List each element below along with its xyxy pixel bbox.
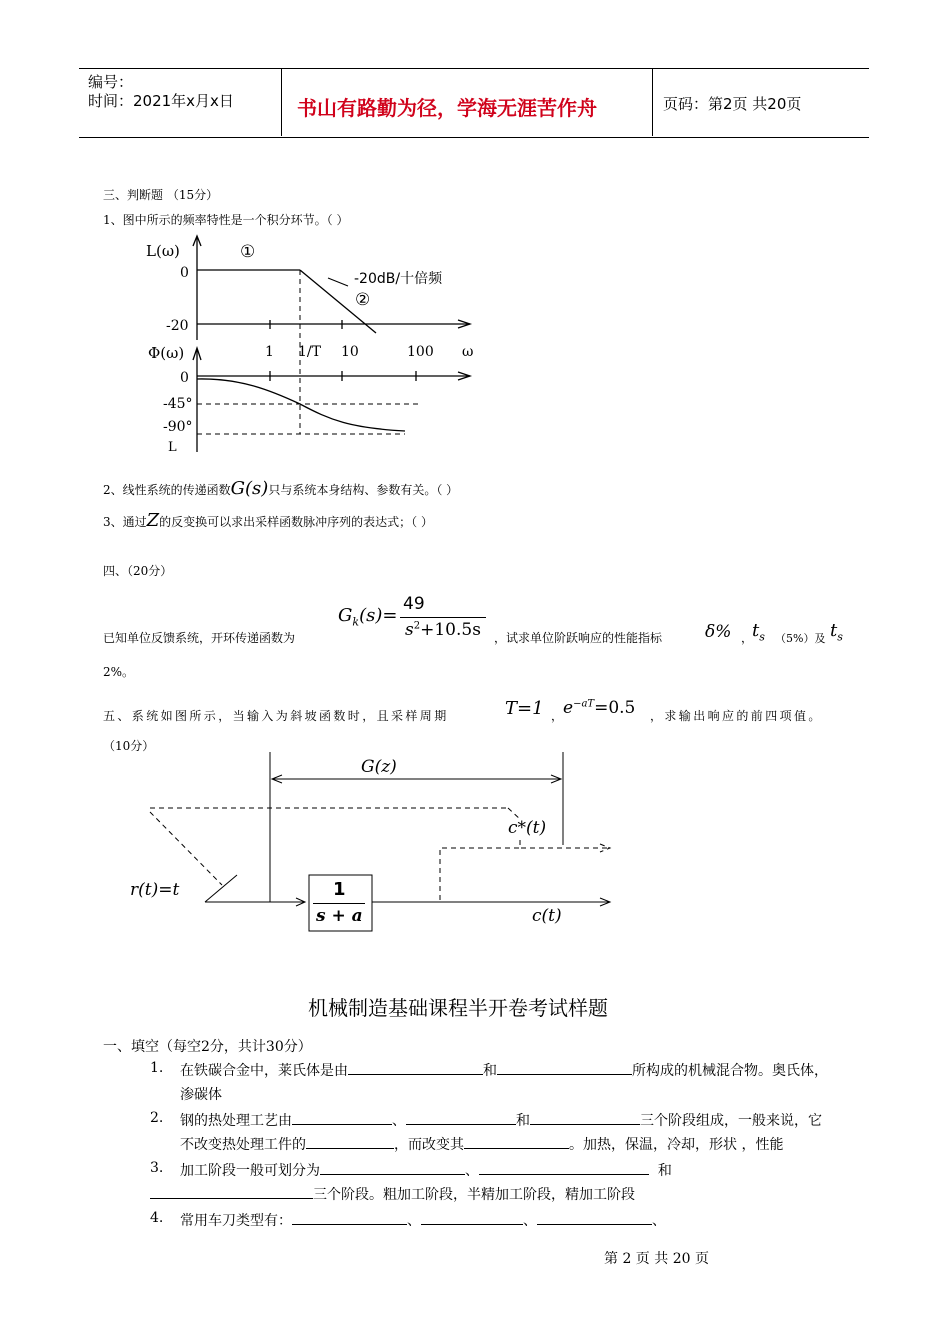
ct-label: c(t) (532, 906, 562, 926)
section4-text-pre: 已知单位反馈系统，开环传递函数为 (103, 631, 296, 645)
item1-line2: 渗碳体 (180, 1087, 222, 1103)
den-rest: +10.5s (420, 620, 481, 640)
i1-a: 在铁碳合金中，莱氏体是由 (180, 1063, 348, 1079)
blank-11 (292, 1210, 407, 1225)
blank-5 (530, 1110, 640, 1125)
section3-q2 (103, 478, 458, 499)
pct5: （5%）及 (775, 632, 826, 645)
section5-sep: ， (551, 709, 564, 723)
header-code: 编号： (88, 73, 134, 91)
delta-comma: ， (741, 631, 754, 645)
i4-a: 常用车刀类型有： (180, 1213, 292, 1229)
i3-a: 加工阶段一般可划分为 (180, 1163, 320, 1179)
cstar-label: c*(t) (508, 818, 547, 838)
section4-text-mid: ，试求单位阶跃响应的性能指标 (494, 631, 663, 645)
gk-denominator (405, 620, 481, 640)
ts2-sub: s (837, 630, 843, 644)
header-page: 页码：第2页 共20页 (663, 95, 802, 113)
pct2: 2%。 (103, 665, 135, 679)
i3-d: 三个阶段。粗加工阶段，半精加工阶段，精加工阶段 (313, 1187, 635, 1203)
gk-numerator: 49 (403, 594, 425, 614)
bode-x3: 10 (341, 344, 359, 360)
tf-denominator: s + a (316, 906, 363, 926)
i2-c: 和 (516, 1113, 530, 1129)
ts-symbol (752, 620, 765, 644)
i4-b: 、 (407, 1213, 421, 1229)
bode-x1: 1 (265, 344, 274, 360)
i2-g: 。加热，保温，冷却，形状 ，性能 (569, 1137, 784, 1153)
gk-fraction-bar (400, 617, 486, 618)
blank-13 (537, 1210, 652, 1225)
blank-1 (348, 1060, 483, 1075)
tf-bar (313, 903, 365, 904)
section3-title: 三、判断题 （15分） (103, 188, 219, 202)
i3-c: 和 (657, 1163, 672, 1179)
ts-t: t (752, 620, 760, 641)
bode-phase-label: Φ(ω) (148, 344, 185, 362)
item2-line2 (180, 1134, 783, 1154)
bode-mark2: ② (355, 290, 371, 310)
blank-4 (406, 1110, 516, 1125)
bode-p90: -90° (163, 419, 193, 435)
bode-y0: 0 (180, 265, 189, 281)
exam-part1: 一、填空（每空2分，共计30分） (103, 1039, 312, 1055)
header-divider-right (652, 68, 653, 136)
item1-no: 1. (150, 1060, 164, 1076)
gk-arg: (s)= (359, 605, 398, 626)
item3-line2 (150, 1184, 635, 1204)
exp-val: =0.5 (594, 698, 636, 718)
delta-pct: δ% (705, 622, 732, 642)
item1-line1 (180, 1060, 828, 1080)
section4-title: 四、（20分） (103, 564, 173, 578)
slope-leader (328, 278, 348, 286)
section5-text-post: ，求输出响应的前四项值。 (650, 709, 823, 723)
gk-sub: k (352, 615, 360, 629)
q2-pre: 2、线性系统的传递函数 (103, 483, 231, 497)
den-sup: 2 (413, 620, 421, 632)
header-motto: 书山有路勤为径，学海无涯苦作舟 (297, 96, 597, 120)
q3-math: Z (146, 510, 160, 531)
item3-no: 3. (150, 1160, 164, 1176)
blank-12 (421, 1210, 523, 1225)
blank-8 (320, 1160, 465, 1175)
bode-p0: 0 (180, 370, 189, 386)
tf-numerator: 1 (333, 879, 346, 900)
gz-label: G(z) (361, 757, 397, 777)
i1-c: 所构成的机械混合物。奥氏体， (632, 1063, 828, 1079)
bode-slope: -20dB/十倍频 (354, 271, 443, 287)
q2-math: G(s) (230, 478, 269, 499)
i3-b: 、 (465, 1163, 479, 1179)
ts2-symbol (830, 620, 843, 644)
blank-7 (464, 1134, 569, 1149)
i2-d: 三个阶段组成，一般来说，它 (640, 1113, 822, 1129)
i2-a: 钢的热处理工艺由 (180, 1113, 292, 1129)
bode-mark1: ① (240, 242, 256, 262)
item2-line1 (180, 1110, 822, 1130)
i2-f: ，而改变其 (394, 1137, 464, 1153)
i4-c: 、 (523, 1213, 537, 1229)
section3-q1: 1、图中所示的频率特性是一个积分环节。（ ） (103, 213, 349, 227)
blank-9 (479, 1160, 649, 1175)
section5-T: T=1 (505, 698, 544, 719)
bode-x4: 100 (407, 344, 434, 360)
i4-d: 、 (652, 1213, 666, 1229)
header-divider-left (281, 68, 282, 136)
ts2-t: t (830, 620, 838, 641)
item4-line1 (180, 1210, 666, 1230)
header-time: 时间：2021年x月x日 (88, 92, 234, 110)
gk-formula-lhs (338, 605, 397, 629)
blank-3 (292, 1110, 392, 1125)
footer-page: 第 2 页 共 20 页 (604, 1251, 709, 1267)
bode-x2: 1/T (298, 344, 321, 360)
exam-title: 机械制造基础课程半开卷考试样题 (308, 996, 608, 1020)
i2-e: 不改变热处理工件的 (180, 1137, 306, 1153)
bode-omega: ω (462, 344, 474, 360)
blank-10 (150, 1184, 313, 1199)
item4-no: 4. (150, 1210, 164, 1226)
exp-e: e (563, 698, 574, 718)
i2-b: 、 (392, 1113, 406, 1129)
i1-b: 和 (483, 1063, 497, 1079)
blank-2 (497, 1060, 632, 1075)
gk-symbol: G (338, 605, 353, 626)
item3-line1 (180, 1160, 672, 1180)
section3-q3 (103, 510, 433, 531)
q3-pre: 3、通过 (103, 515, 147, 529)
ts-sub: s (759, 630, 765, 644)
section5-exp (563, 698, 635, 718)
bode-mag-label: L(ω) (146, 242, 180, 260)
blank-6 (306, 1134, 394, 1149)
section5-text-pre: 五、系统如图所示，当输入为斜坡函数时，且采样周期 (103, 709, 449, 723)
q3-post: 的反变换可以求出采样函数脉冲序列的表达式；（ ） (159, 515, 433, 529)
q2-post: 只与系统本身结构、参数有关。（ ） (268, 483, 459, 497)
rt-label: r(t)=t (130, 880, 180, 900)
item2-no: 2. (150, 1110, 164, 1126)
bode-bottom-mark: L (168, 440, 177, 455)
exp-sup: −aT (573, 698, 595, 710)
bode-p45: -45° (163, 396, 193, 412)
bode-y-20: -20 (166, 318, 189, 334)
section5-points: （10分） (103, 739, 155, 753)
den-s: s (405, 620, 414, 640)
